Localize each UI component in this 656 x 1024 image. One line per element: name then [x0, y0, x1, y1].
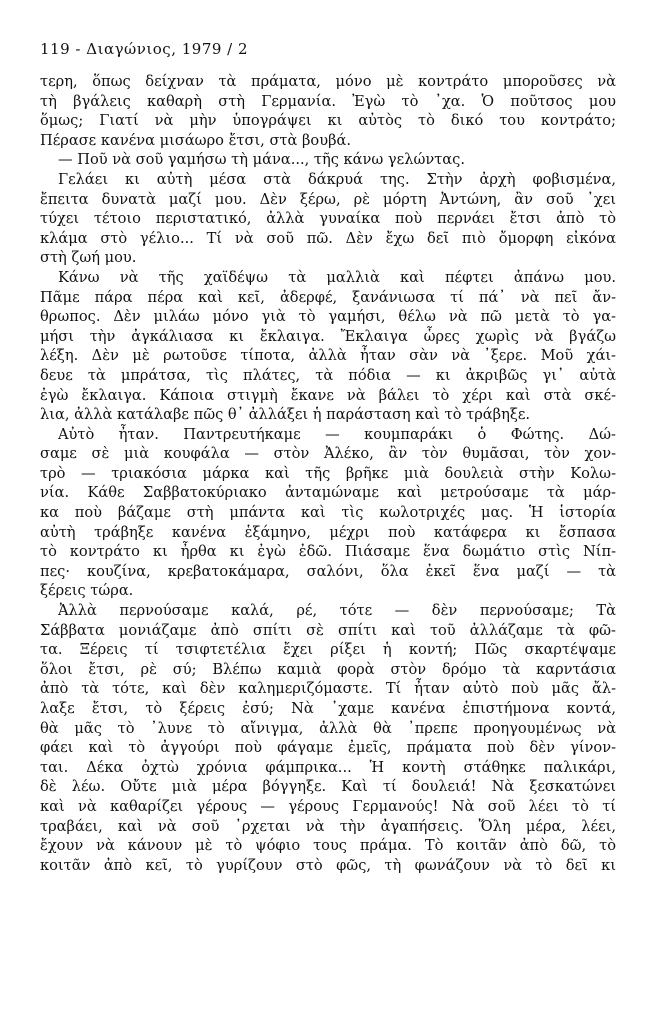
text-line: κοιτᾶν ἀπὸ κεῖ, τὸ γυρίζουν στὸ φῶς, τὴ φωνάζουν νὰ τὸ δεῖ κι — [40, 856, 616, 874]
text-line: ὅμως; Γιατί νὰ μὴν ὑπογράψει κι αὐτὸς τὸ δικό του κοντράτο; — [40, 112, 616, 130]
text-line: δὲ λέω. Οὔτε μιὰ μέρα βόγγηξε. Καὶ τί δουλειά! Νὰ ξεσκατώνει — [40, 778, 616, 796]
text-line: λαξε ἔτσι, τὸ ξέρεις ἐσύ; Νὰ ᾽χαμε κανένα ἐπιστήμονα κοντά, — [40, 700, 616, 717]
text-line: καὶ νὰ καθαρίζει γέρους — γέρους Γερμανούς! Νὰ σοῦ λέει τὸ τί — [40, 797, 616, 815]
paragraph — [40, 170, 616, 268]
text-line: Γελάει κι αὐτὴ μέσα στὰ δάκρυά της. Στὴν ἀρχὴ φοβισμένα, — [58, 170, 616, 188]
text-line: στὴ ζωή μου. — [40, 249, 137, 267]
text-line: κα ποὺ βάζαμε στὴ μπάντα καὶ τὶς κωλοτριχές μας. Ἡ ἱστορία — [40, 504, 616, 522]
text-line: πες· κουζίνα, κρεβατοκάμαρα, σαλόνι, ὅλα ἐκεῖ ἕνα μαζί — τὰ — [40, 562, 616, 580]
text-line: τερη, ὅπως δείχναν τὰ πράματα, μόνο μὲ κοντράτο μποροῦσες νὰ — [40, 73, 616, 90]
text-line: τρὸ — τριακόσια μάρκα καὶ τῆς βρῆκε μιὰ δουλειὰ στὴν Κολω- — [40, 464, 616, 482]
text-line: νία. Κάθε Σαββατοκύριακο ἀνταμώναμε καὶ μετρούσαμε τὰ μάρ- — [40, 484, 616, 502]
text-line: σαμε σὲ μιὰ κουφάλα — στὸν Ἀλέκο, ἂν τὸν θυμᾶσαι, τὸν χον- — [40, 445, 616, 463]
text-line: λέξη. Δὲν μὲ ρωτοῦσε τίποτα, ἀλλὰ ἦταν σὰν νὰ ᾽ξερε. Μοῦ χάι- — [40, 347, 616, 365]
paragraph — [40, 150, 616, 170]
text-line: ὅλοι ἔτσι, ρὲ σύ; Βλέπω καμιὰ φορὰ στὸν δρόμο τὰ καρντάσια — [40, 660, 616, 678]
text-line: ἔπειτα δυνατὰ μαζί μου. Δὲν ξέρω, ρὲ μόρτη Ἀντώνη, ἂν σοῦ ᾽χει — [40, 190, 616, 208]
text-line: τὴ βγάλεις καθαρὴ στὴ Γερμανία. Ἐγὼ τὸ ᾽χα. Ὁ ποῦτσος μου — [40, 92, 616, 110]
text-line: Σάββατα μονιάζαμε ἀπὸ σπίτι σὲ σπίτι καὶ τοῦ ἀλλάζαμε τὰ φῶ- — [40, 621, 616, 639]
text-line: Ἀλλὰ περνούσαμε καλά, ρέ, τότε — δὲν περνούσαμε; Τὰ — [58, 602, 616, 620]
text-line: — Ποῦ νὰ σοῦ γαμήσω τὴ μάνα..., τῆς κάνω γελώντας. — [58, 151, 465, 169]
text-line: τύχει τέτοιο περιστατικό, ἀλλὰ γυναίκα ποὺ περνάει ἔτσι ἀπὸ τὸ — [40, 210, 616, 228]
body-text — [40, 72, 616, 875]
text-line: τραβάει, καὶ νὰ σοῦ ᾽ρχεται νὰ τὴν ἀγαπήσεις. Ὅλη μέρα, λέει, — [40, 817, 616, 835]
running-header: 119 - Διαγώνιος, 1979 / 2 — [40, 40, 249, 58]
text-line: ἔχουν νὰ κάνουν μὲ τὸ ψόφιο τους πράμα. Τὸ κοιτᾶν ἀπὸ δῶ, τὸ — [40, 837, 616, 855]
text-line: ἐγὼ ἔκλαιγα. Κάποια στιγμὴ ἔκανε νὰ βάλει τὸ χέρι καὶ στὰ σκέ- — [40, 386, 616, 404]
text-line: θρωπος. Δὲν μιλάω μόνο γιὰ τὸ γαμήσι, θέλω νὰ πῶ μετὰ τὸ γα- — [40, 308, 616, 326]
text-line: αὐτὴ τράβηξε κανένα ἑξάμηνο, μέχρι ποὺ κατάφερα κι ἔσπασα — [40, 523, 616, 541]
paragraph — [40, 72, 616, 150]
paragraph — [40, 601, 616, 875]
text-line: Πᾶμε πάρα πέρα καὶ κεῖ, ἀδερφέ, ξανάνιωσα τί πά᾽ νὰ πεῖ ἄν- — [40, 288, 616, 306]
text-line: ἀπὸ τὰ τότε, καὶ δὲν καλημεριζόμαστε. Τί ἦταν αὐτὸ ποὺ μᾶς ἄλ- — [40, 680, 616, 698]
paragraph — [40, 425, 616, 601]
text-line: δευε τὰ μπράτσα, τὶς πλάτες, τὰ πόδια — κι ἀκριβῶς γι᾽ αὐτὰ — [40, 366, 616, 384]
text-line: ξέρεις τώρα. — [40, 582, 134, 600]
text-line: Πέρασε κανένα μισάωρο ἔτσι, στὰ βουβά. — [40, 131, 352, 149]
text-line: μήσι τὴν ἀγκάλιασα κι ἔκλαιγα. Ἔκλαιγα ὧρες χωρὶς νὰ βγάζω — [40, 327, 616, 345]
text-line: λια, ἀλλὰ κατάλαβε πῶς θ᾽ ἀλλάξει ἡ παράσταση καὶ τὸ τράβηξε. — [40, 406, 531, 424]
paragraph — [40, 268, 616, 425]
text-line: κλάμα στὸ γέλιο... Τί νὰ σοῦ πῶ. Δὲν ἔχω δεῖ πιὸ ὄμορφη εἰκόνα — [40, 229, 616, 247]
text-line: ται. Δέκα ὀχτὼ χρόνια φάμπρικα... Ἡ κοντὴ στάθηκε παλικάρι, — [40, 758, 616, 776]
text-line: Κάνω νὰ τῆς χαϊδέψω τὰ μαλλιὰ καὶ πέφτει ἀπάνω μου. — [58, 268, 616, 286]
text-line: φάει καὶ τὸ ἀγγούρι ποὺ φάγαμε ἐμεῖς, πράματα ποὺ δὲν γίνον- — [40, 739, 616, 757]
text-line: θὰ μᾶς τὸ ᾽λυνε τὸ αἴνιγμα, ἀλλὰ θὰ ᾽πρεπε προηγουμένως νὰ — [40, 719, 616, 737]
text-line: τα. Ξέρεις τί τσιφτετέλια ἔχει ρίξει ἡ κοντή; Πῶς σκαρτέψαμε — [40, 641, 616, 659]
text-line: τὸ κοντράτο κι ἦρθα κι ἐγὼ ἐδῶ. Πιάσαμε ἕνα δωμάτιο στὶς Νίπ- — [40, 543, 616, 561]
text-line: Αὐτὸ ἦταν. Παντρευτήκαμε — κουμπαράκι ὁ Φώτης. Δώ- — [58, 425, 616, 443]
